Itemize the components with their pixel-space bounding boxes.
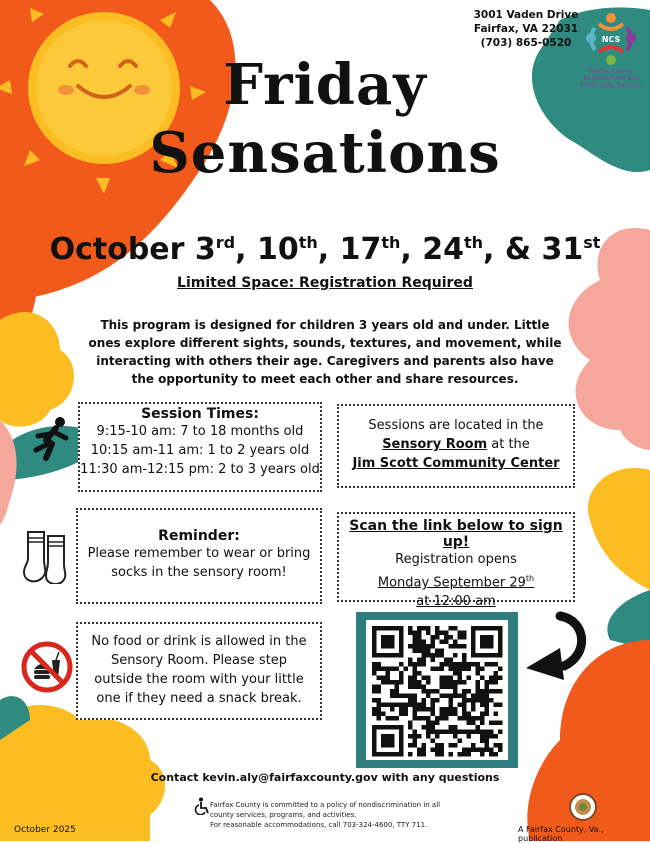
nondiscrimination-statement: Fairfax County is committed to a policy of nondiscrimination in all county services, programs, and activities. For reasonable accommodations, call 703-324-4600, TTY 711. <box>210 801 441 829</box>
logo-org-line3: Community Services <box>580 82 642 89</box>
event-dates: October 3rd, 10th, 17th, 24th, & 31st <box>49 232 601 267</box>
socks-icon <box>20 528 74 584</box>
publication-note: A Fairfax County, Va., publication <box>518 825 604 843</box>
registration-opens-label: Registration opens <box>395 552 517 567</box>
registration-date: Monday September 29th <box>377 574 535 591</box>
reminder-box <box>76 508 322 604</box>
location-line2: Sensory Room at the <box>382 437 530 452</box>
session-time-item: 9:15-10 am: 7 to 18 months old <box>96 424 304 439</box>
session-times-box <box>78 402 322 492</box>
food-policy-box <box>76 622 322 720</box>
no-food-icon <box>20 640 74 694</box>
session-times-title: Session Times: <box>141 406 259 422</box>
reminder-title: Reminder: <box>158 528 240 544</box>
qr-code[interactable] <box>366 620 508 760</box>
address-city: Fairfax, VA 22031 <box>473 23 579 35</box>
program-description: This program is designed for children 3 years old and under. Little ones explore different sights, sounds, textures, and movement, while interacting with others their age. Caregivers and parents also have the opportunity to meet each other and share resources. <box>88 318 562 386</box>
reminder-text: Please remember to wear or bring socks in the sensory room! <box>87 546 311 580</box>
footer-date: October 2025 <box>14 825 76 835</box>
logo-org-line1: Fairfax County <box>589 68 633 75</box>
qr-code-frame[interactable] <box>356 612 518 768</box>
location-line1: Sessions are located in the <box>368 418 544 433</box>
community-center-name: Jim Scott Community Center <box>352 456 560 471</box>
location-box <box>337 404 575 488</box>
registration-time: at 12:00 am <box>416 594 496 610</box>
address-phone: (703) 865-0520 <box>480 37 572 49</box>
food-policy-text: No food or drink is allowed in the Sensory Room. Please step outside the room with your little one if they need a snack break. <box>91 634 307 706</box>
page-title-line2: Sensations <box>149 120 501 186</box>
logo-org-line2: Neighborhood and <box>583 75 639 82</box>
limited-space-notice: Limited Space: Registration Required <box>177 275 473 291</box>
logo-initials: NCS <box>601 35 621 44</box>
session-time-item: 10:15 am-11 am: 1 to 2 years old <box>90 443 310 458</box>
contact-line: Contact kevin.aly@fairfaxcounty.gov with any questions <box>150 771 500 784</box>
county-seal-icon <box>568 792 598 822</box>
sensory-room-label: Sensory Room <box>382 437 488 452</box>
page-title-line1: Friday <box>223 52 427 118</box>
running-person-icon <box>30 416 74 462</box>
address-block <box>470 8 582 50</box>
curved-arrow-icon <box>520 610 592 682</box>
session-time-item: 11:30 am-12:15 pm: 2 to 3 years old <box>80 462 320 477</box>
signup-title: Scan the link below to sign up! <box>349 518 563 550</box>
address-street: 3001 Vaden Drive <box>473 9 579 21</box>
signup-box <box>337 512 575 610</box>
accessibility-icon <box>194 797 210 815</box>
